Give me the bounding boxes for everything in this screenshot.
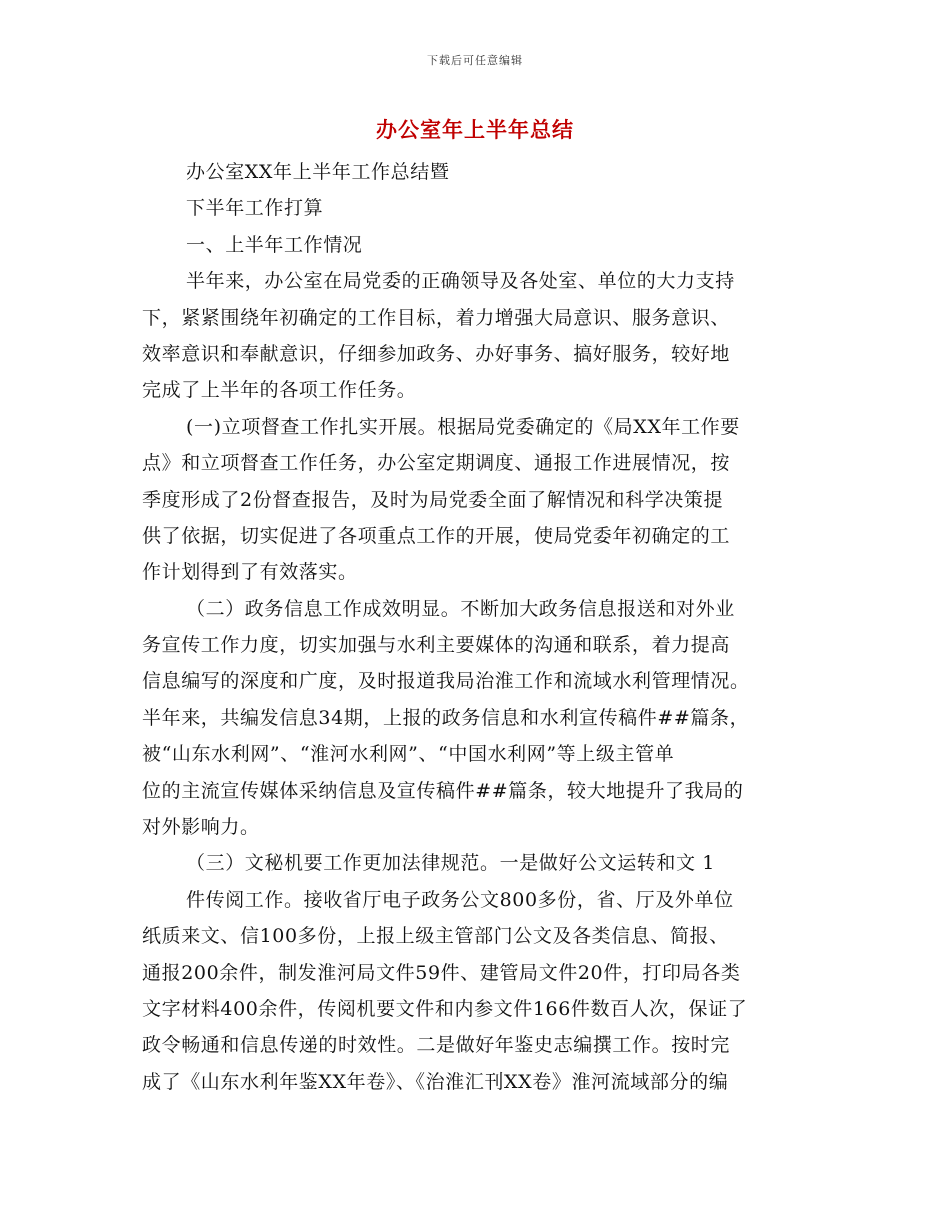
text-line: 对外影响力。 [142, 816, 260, 839]
text-line: 点》和立项督查工作任务，办公室定期调度、通报工作进展情况，按 [142, 452, 731, 475]
document-title: 办公室年上半年总结 [376, 117, 574, 142]
text-line: 纸质来文、信100多份，上报上级主管部门公文及各类信息、简报、 [142, 925, 729, 948]
text-line: （二）政务信息工作成效明显。不断加大政务信息报送和对外业 [186, 597, 735, 620]
text-line: 文字材料400余件，传阅机要文件和内参文件166件数百人次，保证了 [142, 997, 748, 1020]
text-line: 完成了上半年的各项工作任务。 [142, 379, 417, 402]
text-line: 被“山东水利网”、“淮河水利网”、“中国水利网”等上级主管单 [142, 743, 675, 766]
text-line: 季度形成了2份督查报告，及时为局党委全面了解情况和科学决策提 [142, 488, 724, 511]
text-line: 下，紧紧围绕年初确定的工作目标，着力增强大局意识、服务意识、 [142, 306, 731, 329]
text-line: (一)立项督查工作扎实开展。根据局党委确定的《局XX年工作要 [186, 415, 740, 438]
text-line: （三）文秘机要工作更加法律规范。一是做好公文运转和文 1 [186, 852, 715, 875]
text-line: 务宣传工作力度，切实加强与水利主要媒体的沟通和联系，着力提高 [142, 634, 731, 657]
text-line: 件传阅工作。接收省厅电子政务公文800多份，省、厅及外单位 [186, 888, 734, 911]
text-line: 通报200余件，制发淮河局文件59件、建管局文件20件，打印局各类 [142, 961, 741, 984]
text-line: 办公室XX年上半年工作总结暨 [186, 161, 450, 183]
text-line: 半年来，办公室在局党委的正确领导及各处室、单位的大力支持 [186, 270, 735, 293]
text-line: 信息编写的深度和广度，及时报道我局治淮工作和流域水利管理情况。 [142, 670, 750, 693]
text-line: 半年来，共编发信息34期，上报的政务信息和水利宣传稿件##篇条， [142, 706, 750, 729]
document-body [142, 154, 812, 1100]
text-line: 政令畅通和信息传递的时效性。二是做好年鉴史志编撰工作。按时完 [142, 1034, 731, 1057]
header-note: 下载后可任意编辑 [427, 54, 523, 67]
text-line: 成了《山东水利年鉴XX年卷》、《治淮汇刊XX卷》淮河流域部分的编 [142, 1070, 729, 1093]
text-line: 下半年工作打算 [186, 197, 324, 220]
text-line: 作计划得到了有效落实。 [142, 561, 358, 584]
text-line: 效率意识和奉献意识，仔细参加政务、办好事务、搞好服务，较好地 [142, 342, 731, 365]
text-line: 一、上半年工作情况 [186, 233, 363, 256]
text-line: 供了依据，切实促进了各项重点工作的开展，使局党委年初确定的工 [142, 524, 731, 547]
text-line: 位的主流宣传媒体采纳信息及宣传稿件##篇条，较大地提升了我局的 [142, 779, 744, 802]
